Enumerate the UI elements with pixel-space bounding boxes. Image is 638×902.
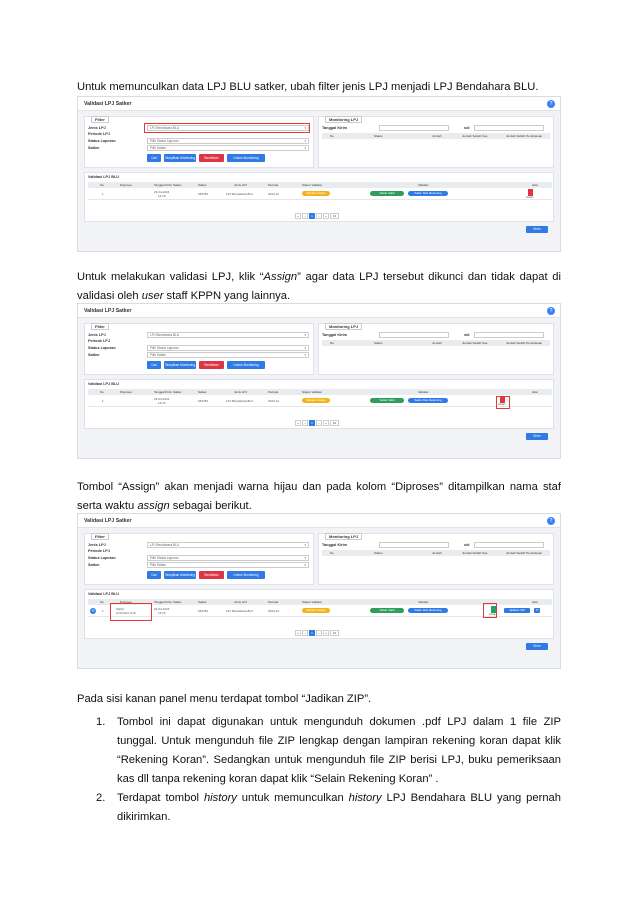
tanggal-akhir-input[interactable] [474, 542, 544, 548]
tanggal-awal-input[interactable] [379, 125, 449, 131]
step-1: 1. Tombol ini dapat digunakan untuk mengunduh dokumen .pdf LPJ dalam 1 file ZIP tunggal. Untuk mengunduh file ZIP lengkap dengan lampiran rekening koran dapat klik “Rekening Koran”. Sedangkan untuk mengunduh file ZIP berisi LPJ, buku pemeriksaan kas dll tanpa rekening koran dapat klik “Selain Rekening Koran” . [96, 716, 561, 785]
screenshot-assign [77, 303, 561, 459]
tanggal-akhir-input[interactable] [474, 332, 544, 338]
highlight-assign-green [483, 603, 497, 618]
filter-tag[interactable]: Filter [91, 533, 109, 540]
steps-list [77, 713, 561, 827]
tanggal-akhir-input[interactable] [474, 125, 544, 131]
unduh-monitoring-button[interactable]: Unduh Monitoring [227, 361, 265, 369]
highlight-assign [496, 396, 510, 409]
label-periode: Periode LPJ [88, 339, 110, 343]
sd-label: s/d [464, 333, 470, 337]
table-row: ⟲ 1 Sahid 22-04-2024 14:00 23-04-2024 14:15 640783 LPJ Bendahara BLU 2023-12 Validasi Satker Saldo Valid Saldo Rek Rekening Assign Jadikan ZIP ⟲ [88, 605, 552, 617]
tanggal-kirim-label: Tanggal Kirim [322, 543, 348, 547]
highlight-diproses [110, 603, 152, 621]
label-jenis: Jenis LPJ [88, 126, 106, 130]
label-periode: Periode LPJ [88, 549, 110, 553]
kirim-button[interactable]: Kirim [526, 226, 548, 233]
screenshot-assigned [77, 513, 561, 669]
filter-tag[interactable]: Filter [91, 116, 109, 123]
unduh-monitoring-button[interactable]: Unduh Monitoring [227, 154, 265, 162]
monitor-header: No Status Jumlah Jumlah Selisih Kas Jumlah Selisih Pembukuan [322, 550, 550, 556]
monitoring-tag[interactable]: Monitoring LPJ [325, 533, 362, 540]
monitor-header: No Status Jumlah Jumlah Selisih Kas Jumlah Selisih Pembukuan [322, 340, 550, 346]
bersihkan-button[interactable]: Bersihkan [199, 361, 224, 369]
section-title: Validasi LPJ BLU [88, 382, 120, 386]
paragraph-3: Tombol “Assign” akan menjadi warna hijau dan pada kolom “Diproses” ditampilkan nama staf serta waktu assign sebagai berikut. [77, 481, 561, 512]
tanggal-awal-input[interactable] [379, 332, 449, 338]
monitor-header: No Status Jumlah Jumlah Selisih Kas Jumlah Selisih Pembukuan [322, 133, 550, 139]
saldo-rekening-button[interactable]: Saldo Rek Rekening [408, 191, 448, 196]
paragraph-4: Pada sisi kanan panel menu terdapat tombol “Jadikan ZIP”. [77, 693, 372, 705]
jadikan-zip-button[interactable]: Jadikan ZIP [504, 608, 530, 613]
satker-select[interactable]: Pilih Satker ▾ [147, 145, 309, 151]
satker-select[interactable]: Pilih Satker ▾ [147, 352, 309, 358]
monitoring-panel [318, 323, 554, 375]
saldo-rekening-button[interactable]: Saldo Rek Rekening [408, 398, 448, 403]
label-jenis: Jenis LPJ [88, 333, 106, 337]
status-select[interactable]: Pilih Status Laporan ▾ [147, 345, 309, 351]
assign-button[interactable] [528, 189, 533, 196]
history-button[interactable]: ⟲ [535, 608, 539, 612]
table-header: No Diproses Tanggal Kirim Satker Satker Jenis LPJ Periode Status Validasi Validasi Aksi [88, 599, 552, 605]
jenis-select[interactable]: LPJ Bendahara BLU ▾ [147, 542, 309, 548]
status-select[interactable]: Pilih Status Laporan ▾ [147, 138, 309, 144]
cari-button[interactable]: Cari [147, 154, 161, 162]
tampilkan-monitoring-button[interactable]: Tampilkan Monitoring [164, 363, 196, 367]
table-header: No Diproses Tanggal Kirim Satker Satker Jenis LPJ Periode Status Validasi Validasi Aksi [88, 182, 552, 188]
cari-button[interactable]: Cari [147, 361, 161, 369]
highlight-jenis [144, 123, 310, 133]
monitoring-panel [318, 116, 554, 168]
status-badge: Validasi Satker [302, 608, 330, 613]
saldo-valid-button[interactable]: Saldo Valid [370, 608, 404, 613]
help-icon[interactable]: ? [547, 307, 555, 315]
label-jenis: Jenis LPJ [88, 543, 106, 547]
tanggal-kirim-label: Tanggal Kirim [322, 126, 348, 130]
page-title: Validasi LPJ Satker [78, 514, 560, 528]
tampilkan-monitoring-button[interactable]: Tampilkan Monitoring [164, 573, 196, 577]
cari-button[interactable]: Cari [147, 571, 161, 579]
pagination[interactable]: « ‹ 1 › » 10 [295, 204, 340, 210]
history-icon[interactable]: ⟲ [91, 608, 95, 613]
saldo-valid-button[interactable]: Saldo Valid [370, 398, 404, 403]
filter-tag[interactable]: Filter [91, 323, 109, 330]
label-satker: Satker [88, 563, 100, 567]
tanggal-awal-input[interactable] [379, 542, 449, 548]
status-select[interactable]: Pilih Status Laporan ▾ [147, 555, 309, 561]
bersihkan-button[interactable]: Bersihkan [199, 154, 224, 162]
table-row: 1 23-04-2024 14:15 640783 LPJ Bendahara BLU 2023-12 Validasi Satker Saldo Valid Saldo Rek Rekening Assign [88, 395, 552, 407]
label-status: Status Laporan [88, 139, 116, 143]
label-status: Status Laporan [88, 556, 116, 560]
kirim-button[interactable]: Kirim [526, 433, 548, 440]
lpj-table-panel [84, 172, 554, 222]
sd-label: s/d [464, 126, 470, 130]
unduh-monitoring-button[interactable]: Unduh Monitoring [227, 571, 265, 579]
saldo-valid-button[interactable]: Saldo Valid [370, 191, 404, 196]
tampilkan-monitoring-button[interactable]: Tampilkan Monitoring [164, 156, 196, 160]
pagination[interactable]: « ‹ 1 › » 10 [295, 621, 340, 627]
status-badge: Validasi Satker [302, 191, 330, 196]
kirim-button[interactable]: Kirim [526, 643, 548, 650]
paragraph-1: Untuk memunculkan data LPJ BLU satker, ubah filter jenis LPJ menjadi LPJ Bendahara BLU. [77, 81, 539, 93]
saldo-rekening-button[interactable]: Saldo Rek Rekening [408, 608, 448, 613]
label-status: Status Laporan [88, 346, 116, 350]
screenshot-filter [77, 96, 561, 252]
monitoring-tag[interactable]: Monitoring LPJ [325, 116, 362, 123]
jenis-select[interactable]: LPJ Bendahara BLU ▾ [147, 125, 309, 131]
label-satker: Satker [88, 353, 100, 357]
jenis-select[interactable]: LPJ Bendahara BLU ▾ [147, 332, 309, 338]
filter-panel [84, 323, 314, 375]
table-header: No Diproses Tanggal Kirim Satker Satker Jenis LPJ Periode Status Validasi Validasi Aksi [88, 389, 552, 395]
section-title: Validasi LPJ BLU [88, 175, 120, 179]
label-satker: Satker [88, 146, 100, 150]
lpj-table-panel [84, 379, 554, 429]
label-periode: Periode LPJ [88, 132, 110, 136]
filter-panel [84, 533, 314, 585]
step-2: 2. Terdapat tombol history untuk memunculkan history LPJ Bendahara BLU yang pernah dikirimkan. [96, 792, 561, 823]
status-badge: Validasi Satker [302, 398, 330, 403]
monitoring-tag[interactable]: Monitoring LPJ [325, 323, 362, 330]
page-title: Validasi LPJ Satker [78, 304, 560, 318]
page-title: Validasi LPJ Satker [78, 97, 560, 111]
section-title: Validasi LPJ BLU [88, 592, 120, 596]
monitoring-panel [318, 533, 554, 585]
paragraph-2: Untuk melakukan validasi LPJ, klik “Assign” agar data LPJ tersebut dikunci dan tidak dapat di validasi oleh user staff KPPN yang lainnya. [77, 271, 561, 302]
help-icon[interactable]: ? [547, 100, 555, 108]
bersihkan-button[interactable]: Bersihkan [199, 571, 224, 579]
satker-select[interactable]: Pilih Satker ▾ [147, 562, 309, 568]
table-row: 1 23-04-2024 14:15 640783 LPJ Bendahara BLU 2023-12 Validasi Satker Saldo Valid Saldo Rek Rekening Assign [88, 188, 552, 200]
help-icon[interactable]: ? [547, 517, 555, 525]
pagination[interactable]: « ‹ 1 › » 10 [295, 411, 340, 417]
sd-label: s/d [464, 543, 470, 547]
tanggal-kirim-label: Tanggal Kirim [322, 333, 348, 337]
